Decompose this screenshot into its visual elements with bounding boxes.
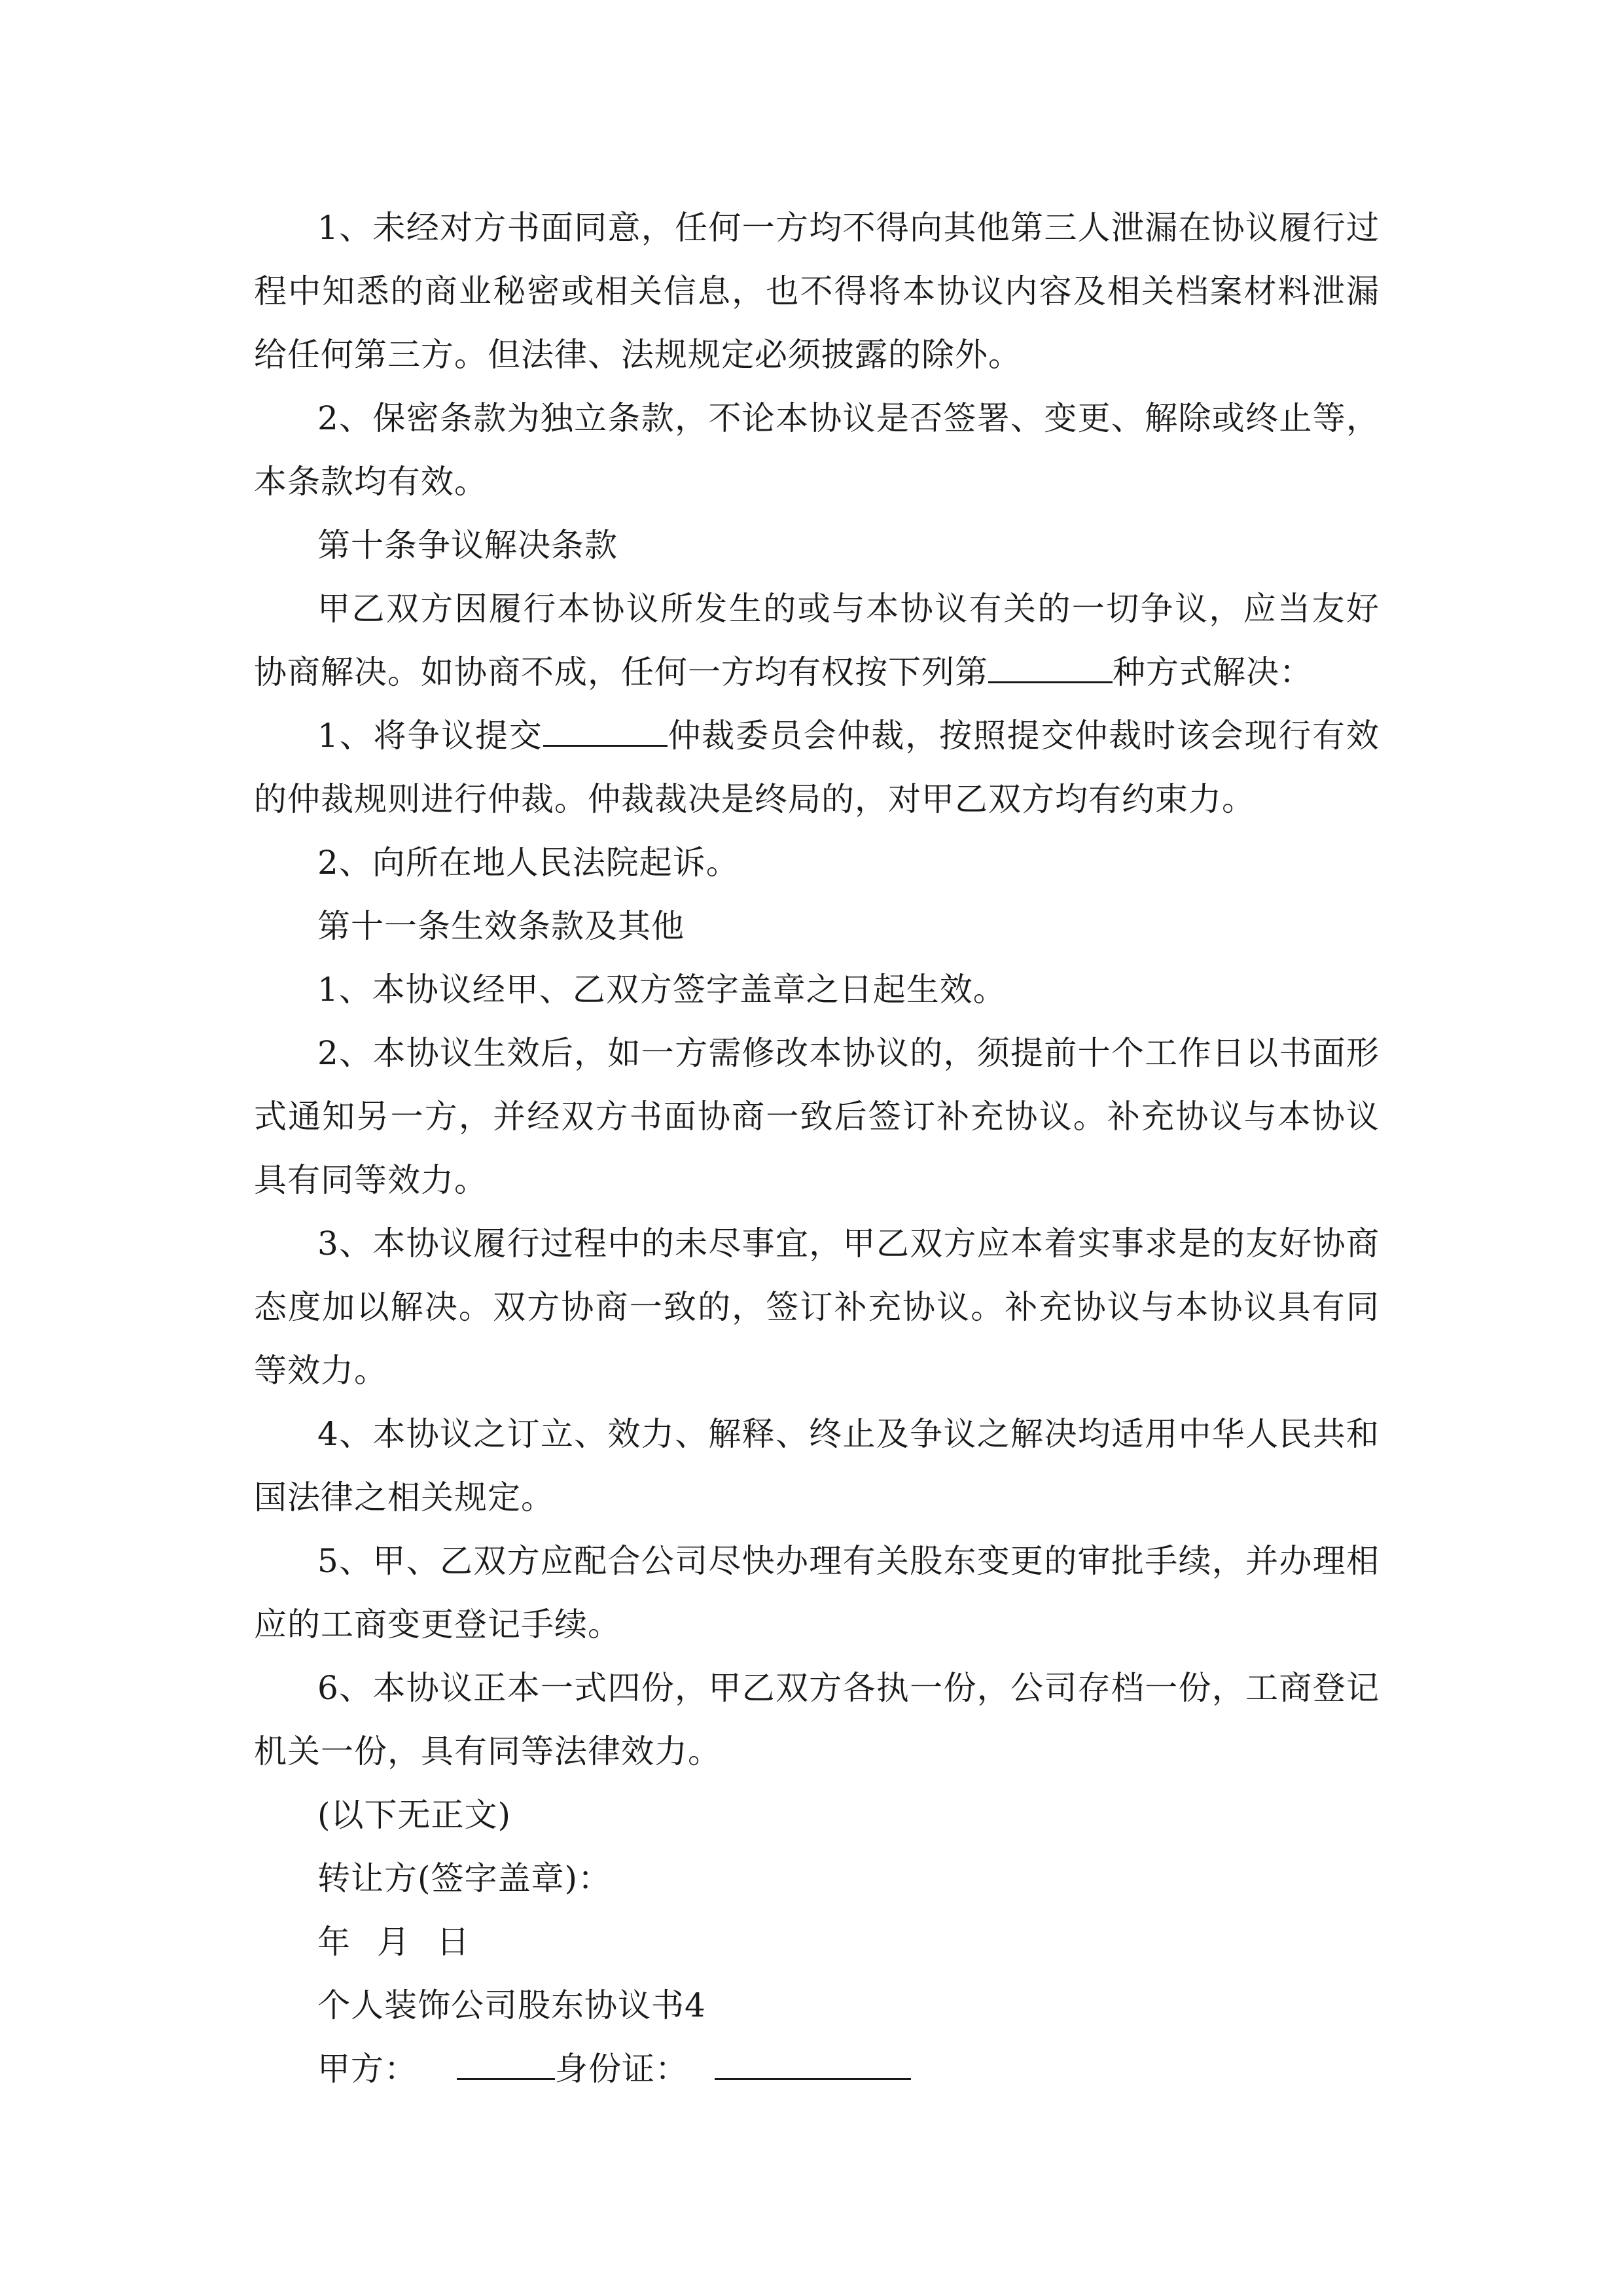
effect-clause-5: 5、甲、乙双方应配合公司尽快办理有关股东变更的审批手续，并办理相应的工商变更登记手续。 bbox=[254, 1542, 1380, 1643]
id-label: 身份证： bbox=[555, 2050, 688, 2088]
date-year: 年 bbox=[317, 1923, 351, 1961]
article-11-heading: 第十一条生效条款及其他 bbox=[317, 907, 685, 945]
date-day: 日 bbox=[437, 1923, 470, 1961]
article-10-heading: 第十条争议解决条款 bbox=[317, 526, 618, 564]
signature-date bbox=[254, 1910, 1380, 1974]
clause-confidentiality-1: 1、未经对方书面同意，任何一方均不得向其他第三人泄漏在协议履行过程中知悉的商业秘密或相关信息，也不得将本协议内容及相关档案材料泄漏给任何第三方。但法律、法规规定必须披露的除外。 bbox=[254, 209, 1380, 374]
effect-clause-3: 3、本协议履行过程中的未尽事宜，甲乙双方应本着实事求是的友好协商态度加以解决。双方协商一致的，签订补充协议。补充协议与本协议具有同等效力。 bbox=[254, 1225, 1380, 1390]
arbitration-text-start: 1、将争议提交 bbox=[317, 717, 543, 755]
date-month: 月 bbox=[377, 1923, 410, 1961]
clause-confidentiality-2: 2、保密条款为独立条款，不论本协议是否签署、变更、解除或终止等，本条款均有效。 bbox=[254, 399, 1380, 501]
effect-clause-1: 1、本协议经甲、乙双方签字盖章之日起生效。 bbox=[317, 971, 1007, 1009]
party-a-label: 甲方： bbox=[317, 2050, 418, 2088]
document-page bbox=[254, 196, 1380, 2101]
effect-clause-4: 4、本协议之订立、效力、解释、终止及争议之解决均适用中华人民共和国法律之相关规定。 bbox=[254, 1415, 1380, 1516]
transferor-signature: 转让方(签字盖章)： bbox=[317, 1859, 612, 1897]
dispute-intro bbox=[254, 577, 1380, 704]
party-a-line bbox=[254, 2037, 1380, 2101]
arbitration-committee-blank[interactable] bbox=[543, 716, 668, 747]
dispute-court: 2、向所在地人民法院起诉。 bbox=[317, 844, 740, 882]
arbitration-text-end: 仲裁委员会仲裁，按照提交仲裁时该会现行有效的仲裁规则进行仲裁。仲裁裁决是终局的，对甲乙双方均有约束力。 bbox=[254, 717, 1380, 818]
dispute-method-blank[interactable] bbox=[988, 653, 1113, 683]
effect-clause-6: 6、本协议正本一式四份，甲乙双方各执一份，公司存档一份，工商登记机关一份，具有同等法律效力。 bbox=[254, 1669, 1380, 1770]
party-a-name-blank[interactable] bbox=[457, 2049, 555, 2080]
id-number-blank[interactable] bbox=[715, 2049, 911, 2080]
agreement-4-title: 个人装饰公司股东协议书4 bbox=[317, 1986, 706, 2024]
effect-clause-2: 2、本协议生效后，如一方需修改本协议的，须提前十个工作日以书面形式通知另一方，并经双方书面协商一致后签订补充协议。补充协议与本协议具有同等效力。 bbox=[254, 1034, 1380, 1199]
no-more-text: (以下无正文) bbox=[317, 1796, 512, 1834]
dispute-arbitration bbox=[254, 704, 1380, 831]
dispute-intro-text-end: 种方式解决： bbox=[1113, 653, 1313, 691]
dispute-intro-text: 甲乙双方因履行本协议所发生的或与本协议有关的一切争议，应当友好协商解决。如协商不成，任何一方均有权按下列第 bbox=[254, 590, 1380, 691]
